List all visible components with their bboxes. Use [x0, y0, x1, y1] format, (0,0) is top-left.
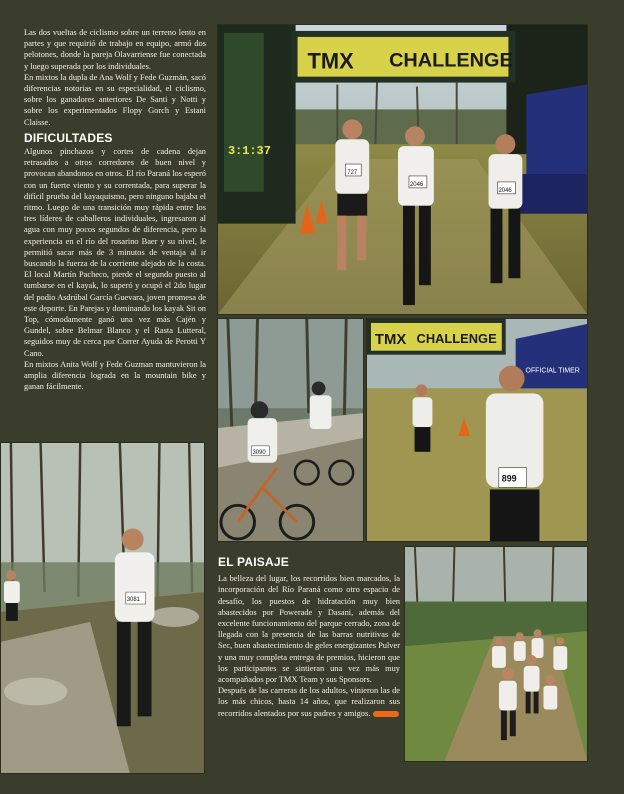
muddy-trail-photo: [0, 442, 205, 774]
banner-logo: TMX: [307, 48, 354, 74]
kids-race-photo: [404, 546, 588, 762]
svg-text:727: 727: [347, 169, 358, 176]
dificultades-paragraph-1: Algunos pinchazos y cortes de cadena dejan retrasados a otros corredores de buen nivel y provocan abandonos en otros. El río Paraná los esperó con un fuerte viento y su correntada, para superar la difícil prueba del kayaquismo, pero ninguno bajaba el ritmo. Luego de una transición muy rápida entre los tres líderes de caballeros individuales, ingresaron al agua con muy pocos segundos de diferencia, pero la experiencia en el río del rosarino Baer y su nivel, le permitió sacar más de 3 minutos de ventaja al ir buscando la fuerza de la corriente alejado de la costa. El local Martín Pacheco, pierde el segundo puesto al tumbarse en el kayak, lo superó y ocupó el 2do lugar del podio Asdrúbal García Guevara, joven promesa de este deporte. En Parejas y dominando los kayak Sit on Top, cómodamente ganó una vez más Cajén y Gundel, sobre Belmar Blanco y el Rasta Lutteral, seguidos muy de cerca por Correr Ayuda de Perotti Y Cano.: [24, 147, 206, 358]
clock-display: 3:1:37: [227, 144, 271, 159]
paisaje-heading: EL PAISAJE: [218, 555, 289, 569]
banner-text: CHALLENGE: [389, 49, 513, 72]
highlight-mark: [373, 711, 399, 717]
intro-paragraph-1: Las dos vueltas de ciclismo sobre un terreno lento en partes y que requirió de trabajo en equipo, armó dos pelotones, donde la pareja Olavarriense fue conectada y luego superada por los individuales.: [24, 28, 206, 71]
paisaje-text-column: [218, 557, 400, 719]
svg-text:3090: 3090: [252, 449, 266, 456]
svg-text:899: 899: [501, 473, 517, 484]
dificultades-heading: DIFICULTADES: [24, 130, 113, 145]
left-text-column: [24, 27, 206, 393]
cyclists-photo: [217, 318, 364, 542]
paisaje-paragraph-2: Después de las carreras de los adultos, vinieron las de los más chicos, hasta 14 años, que realizaron sus recorridos alentados por sus padres y amigos.: [218, 686, 400, 718]
svg-text:2046: 2046: [498, 187, 512, 194]
official-timer-label: OFFICIAL TIMER: [525, 367, 580, 375]
dificultades-paragraph-2: En mixtos Anita Wolf y Fede Guzman mantuvieron la amplia diferencia lograda en la mountain bike y ganan fácilmente.: [24, 359, 206, 392]
banner-text-2: CHALLENGE: [416, 330, 497, 346]
svg-text:3081: 3081: [126, 597, 140, 604]
paisaje-paragraph-1: La belleza del lugar, los recorridos bien marcados, la incorporación del Río Paraná como otro espacio de desafío, los puestos de hidratación muy bien abastecidos por Powerade y Dasani, además del excelente funcionamiento del parque cerrado, zona de llegada con la presencia de las barras nutritivas de Sec, buen abastecimiento de geles energizantes Pulver y una muy completa entrega de premios, hicieron que los participantes se sintieran una vez más muy acompañados por TMX Team y sus Sponsors.: [218, 574, 400, 685]
intro-paragraph-2: En mixtos la dupla de Ana Wolf y Fede Guzmán, sacó diferencias notorias en su especialidad, el ciclismo, sobre los ganadores anteriores De Santi y Notti y sobre los experimentados Flopy Gorch y Estani Claisse.: [24, 72, 206, 127]
finish-line-photo: [217, 24, 588, 315]
banner-logo-2: TMX: [374, 331, 407, 348]
svg-text:2046: 2046: [409, 181, 424, 188]
runner-finish-photo: [366, 318, 588, 542]
